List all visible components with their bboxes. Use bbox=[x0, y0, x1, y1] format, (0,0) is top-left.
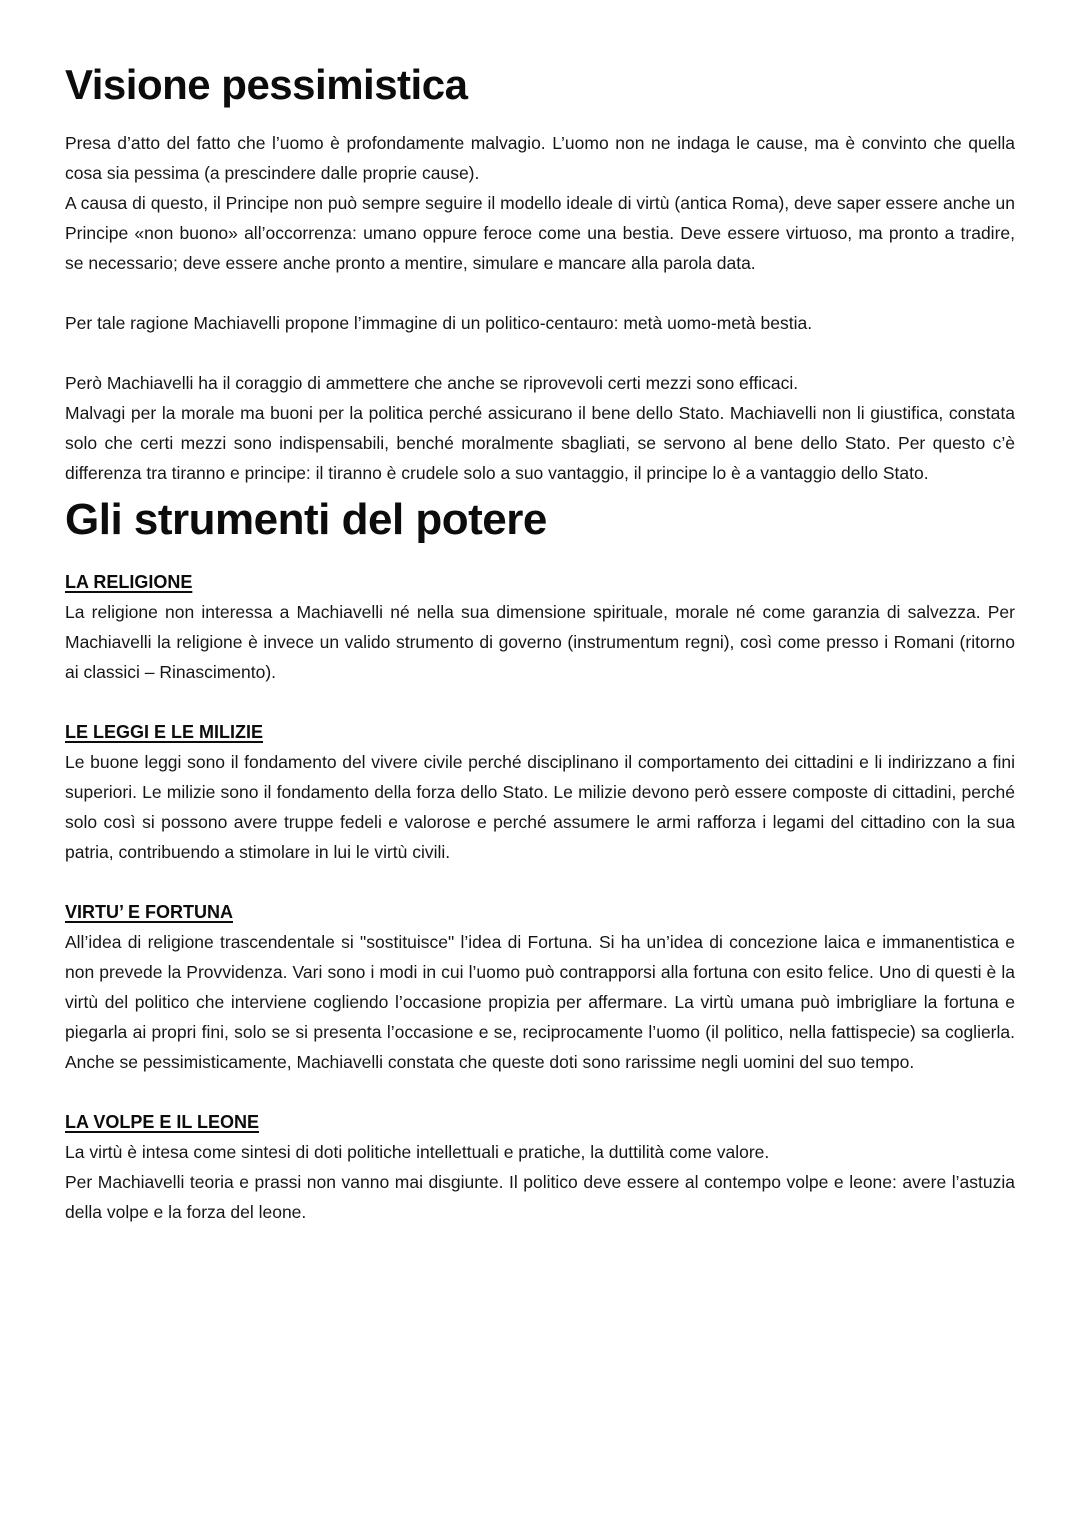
subheading-leggi-e-milizie: LE LEGGI E LE MILIZIE bbox=[65, 721, 264, 742]
paragraph-virtu-e-fortuna: All’idea di religione trascendentale si "sostituisce" l’idea di Fortuna. Si ha un’idea di concezione laica e immanentistica e non prevede la Provvidenza. Vari sono i modi in cui l’uomo può contrapporsi alla fortuna con esito felice. Uno di questi è la virtù del politico che interviene cogliendo l’occasione propizia per affermare. La virtù umana può imbrigliare la fortuna e piegarla ai propri fini, solo se si presenta l’occasione e se, reciprocamente l’uomo (il politico, nella fattispecie) sa coglierla. Anche se pessimisticamente, Machiavelli constata che queste doti sono rarissime negli uomini del suo tempo. bbox=[65, 931, 1015, 1072]
paragraph-premise: Presa d’atto del fatto che l’uomo è profondamente malvagio. L’uomo non ne indaga le cause, ma è convinto che quella cosa sia pessima (a prescindere dalle proprie cause). bbox=[65, 133, 1015, 184]
paragraph-principe-non-buono: A causa di questo, il Principe non può sempre seguire il modello ideale di virtù (antica Roma), deve saper essere anche un Principe «non buono» all’occorrenza: umano oppure feroce come una bestia. Deve essere virtuoso, ma pronto a tradire, se necessario; deve essere anche pronto a mentire, simulare e mancare alla parola data. bbox=[65, 193, 1015, 274]
paragraph-leggi-e-milizie: Le buone leggi sono il fondamento del vivere civile perché disciplinano il comportamento dei cittadini e li indirizzano a fini superiori. Le milizie sono il fondamento della forza dello Stato. Le milizie devono però essere composte di cittadini, perché solo così si possono avere truppe fedeli e valorose e perché assumere le armi rafforza i legami del cittadino con la sua patria, contribuendo a stimolare in lui le virtù civili. bbox=[65, 751, 1015, 862]
paragraph-mezzi-efficaci: Però Machiavelli ha il coraggio di ammettere che anche se riprovevoli certi mezzi sono efficaci. bbox=[65, 373, 799, 394]
paragraph-la-religione: La religione non interessa a Machiavelli né nella sua dimensione spirituale, morale né come garanzia di salvezza. Per Machiavelli la religione è invece un valido strumento di governo (instrumentum regni), così come presso i Romani (ritorno ai classici – Rinascimento). bbox=[65, 601, 1015, 682]
subheading-virtu-e-fortuna: VIRTU’ E FORTUNA bbox=[65, 901, 234, 922]
paragraph-centauro: Per tale ragione Machiavelli propone l’immagine di un politico-centauro: metà uomo-metà bestia. bbox=[65, 313, 813, 334]
subheading-la-religione: LA RELIGIONE bbox=[65, 571, 193, 592]
paragraph-volpe-leone-virtu: La virtù è intesa come sintesi di doti politiche intellettuali e pratiche, la duttilità come valore. bbox=[65, 1141, 770, 1162]
subheading-volpe-e-leone: LA VOLPE E IL LEONE bbox=[65, 1111, 260, 1132]
section-title-visione-pessimistica: Visione pessimistica bbox=[65, 61, 468, 108]
paragraph-volpe-leone-teoria-prassi: Per Machiavelli teoria e prassi non vanno mai disgiunte. Il politico deve essere al contempo volpe e leone: avere l’astuzia della volpe e la forza del leone. bbox=[65, 1171, 1015, 1222]
section-title-strumenti-del-potere: Gli strumenti del potere bbox=[65, 495, 547, 545]
paragraph-tiranno-principe: Malvagi per la morale ma buoni per la politica perché assicurano il bene dello Stato. Machiavelli non li giustifica, constata solo che certi mezzi sono indispensabili, benché moralmente sbagliati, se servono al bene dello Stato. Per questo c’è differenza tra tiranno e principe: il tiranno è crudele solo a suo vantaggio, il principe lo è a vantaggio dello Stato. bbox=[65, 403, 1015, 484]
